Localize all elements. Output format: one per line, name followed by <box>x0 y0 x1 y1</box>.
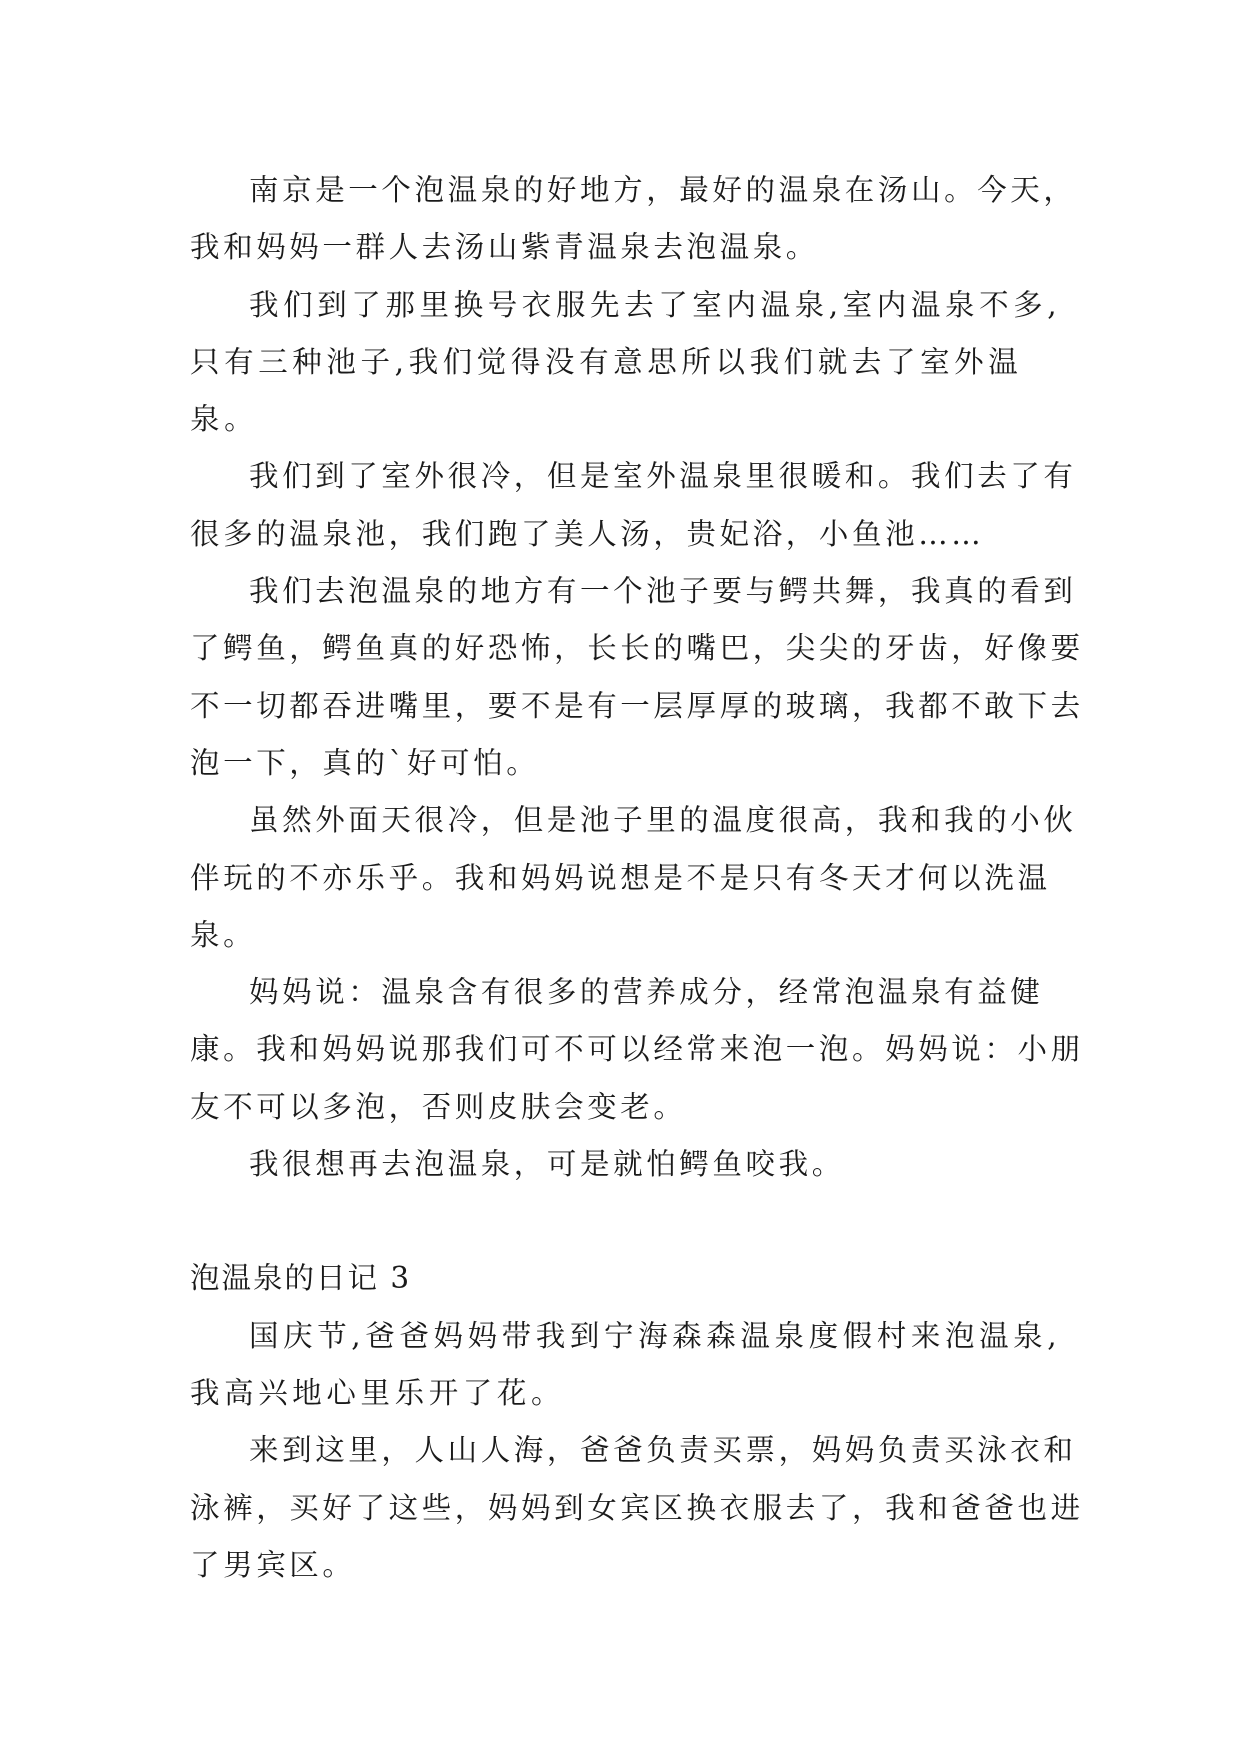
paragraph: 虽然外面天很冷，但是池子里的温度很高，我和我的小伙伴玩的不亦乐乎。我和妈妈说想是不是只有冬天才何以洗温泉。 <box>190 803 1077 952</box>
paragraph: 妈妈说：温泉含有很多的营养成分，经常泡温泉有益健康。我和妈妈说那我们可不可以经常来泡一泡。妈妈说：小朋友不可以多泡，否则皮肤会变老。 <box>190 975 1084 1124</box>
paragraph: 南京是一个泡温泉的好地方，最好的温泉在汤山。今天，我和妈妈一群人去汤山紫青温泉去泡温泉。 <box>190 173 1077 265</box>
paragraph: 我们到了那里换号衣服先去了室内温泉,室内温泉不多,只有三种池子,我们觉得没有意思所以我们就去了室外温泉。 <box>190 287 1062 437</box>
paragraph: 国庆节,爸爸妈妈带我到宁海森森温泉度假村来泡温泉,我高兴地心里乐开了花。 <box>190 1318 1062 1410</box>
paragraph: 我们到了室外很冷，但是室外温泉里很暖和。我们去了有很多的温泉池，我们跑了美人汤，贵妃浴，小鱼池…… <box>190 459 1077 551</box>
section-title: 泡温泉的日记 3 <box>190 1261 412 1296</box>
paragraph: 我很想再去泡温泉，可是就怕鳄鱼咬我。 <box>249 1147 845 1182</box>
paragraph: 来到这里，人山人海，爸爸负责买票，妈妈负责买泳衣和泳裤，买好了这些，妈妈到女宾区换衣服去了，我和爸爸也进了男宾区。 <box>190 1433 1084 1582</box>
document-body <box>190 162 1090 1594</box>
paragraph: 我们去泡温泉的地方有一个池子要与鳄共舞，我真的看到了鳄鱼，鳄鱼真的好恐怖，长长的嘴巴，尖尖的牙齿，好像要不一切都吞进嘴里，要不是有一层厚厚的玻璃，我都不敢下去泡一下，真的`好可怕。 <box>190 574 1084 780</box>
